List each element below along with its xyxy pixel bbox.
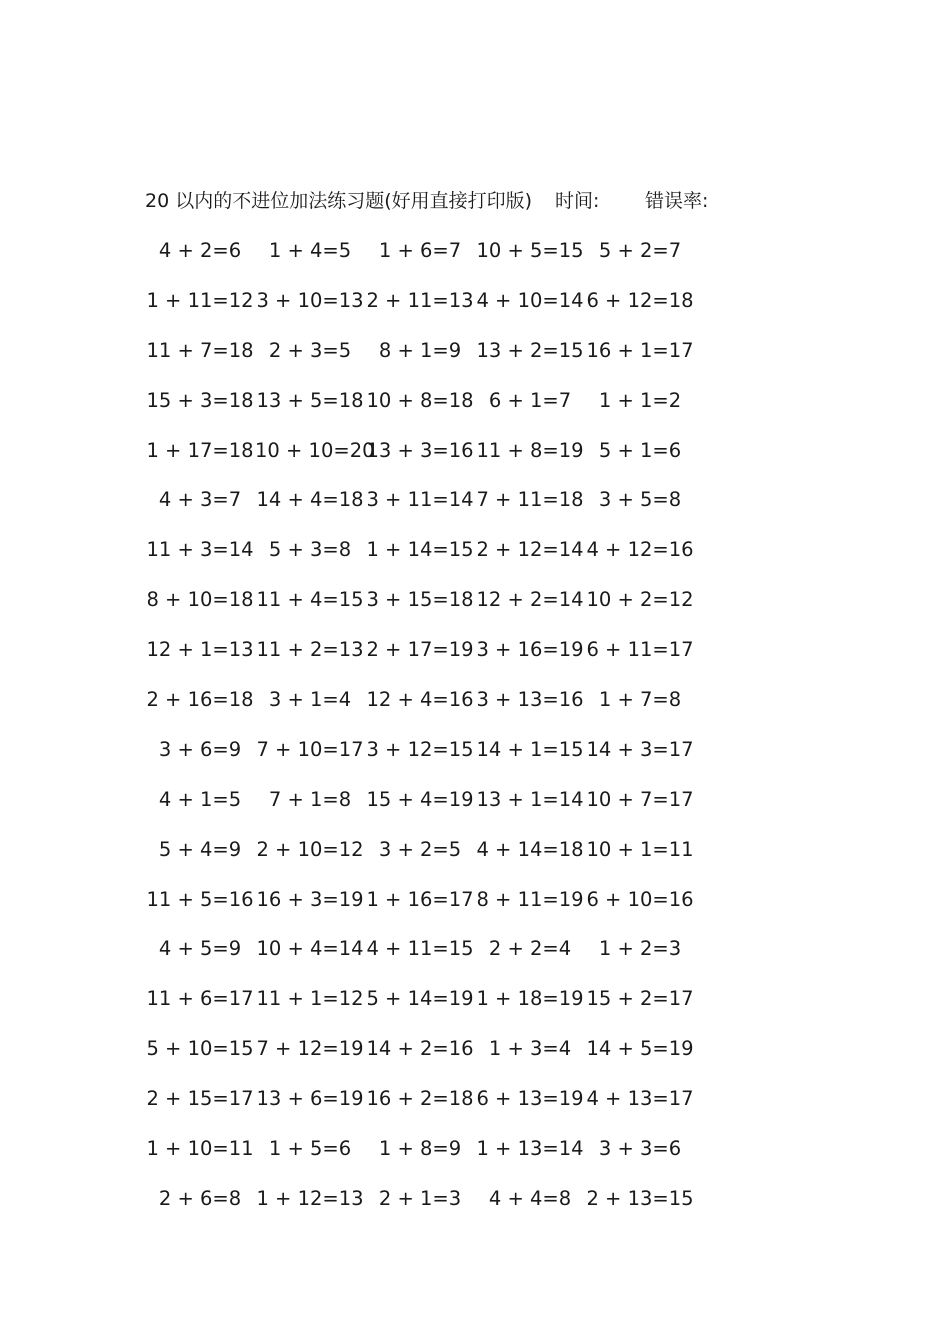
problem-cell: 14 + 5=19 [586, 1037, 694, 1061]
problem-cell: 2 + 2=4 [488, 937, 572, 961]
problem-cell: 7 + 1=8 [268, 787, 352, 811]
problem-cell: 6 + 13=19 [476, 1087, 584, 1111]
problem-cell: 13 + 6=19 [256, 1087, 364, 1111]
problem-cell: 6 + 10=16 [586, 887, 694, 911]
problem-row [145, 934, 705, 984]
problem-cell: 1 + 17=18 [146, 438, 254, 462]
problem-cell: 13 + 2=15 [476, 338, 584, 362]
problem-cell: 2 + 15=17 [146, 1087, 254, 1111]
problem-cell: 12 + 2=14 [476, 588, 584, 612]
problem-cell: 2 + 3=5 [268, 338, 352, 362]
problem-cell: 14 + 2=16 [366, 1037, 474, 1061]
problem-cell: 10 + 1=11 [586, 837, 694, 861]
problem-cell: 1 + 11=12 [146, 288, 254, 312]
problem-cell: 1 + 12=13 [256, 1186, 364, 1210]
problem-cell: 16 + 1=17 [586, 338, 694, 362]
problem-cell: 4 + 13=17 [586, 1087, 694, 1111]
problem-cell: 1 + 1=2 [598, 388, 682, 412]
problem-cell: 4 + 3=7 [158, 488, 242, 512]
problem-cell: 1 + 3=4 [488, 1037, 572, 1061]
problem-cell: 10 + 10=20 [255, 438, 375, 462]
problem-cell: 10 + 5=15 [476, 239, 584, 262]
problem-row [145, 785, 705, 835]
problem-cell: 1 + 13=14 [476, 1137, 584, 1161]
problem-cell: 1 + 7=8 [598, 688, 682, 712]
problem-cell: 4 + 12=16 [586, 538, 694, 562]
problem-cell: 4 + 14=18 [476, 837, 584, 861]
problem-cell: 11 + 5=16 [146, 887, 254, 911]
problem-cell: 1 + 14=15 [366, 538, 474, 562]
problem-cell: 1 + 8=9 [378, 1137, 462, 1161]
problem-cell: 3 + 1=4 [268, 688, 352, 712]
problem-cell: 16 + 3=19 [256, 887, 364, 911]
problem-cell: 1 + 5=6 [268, 1137, 352, 1161]
problem-cell: 15 + 3=18 [146, 388, 254, 412]
problem-cell: 2 + 11=13 [366, 288, 474, 312]
problem-row [145, 436, 705, 486]
problem-cell: 3 + 2=5 [378, 837, 462, 861]
problem-cell: 3 + 16=19 [476, 638, 584, 662]
problem-row [145, 735, 705, 785]
problem-cell: 3 + 15=18 [366, 588, 474, 612]
problem-cell: 11 + 3=14 [146, 538, 254, 562]
problem-row [145, 635, 705, 685]
problem-cell: 3 + 5=8 [598, 488, 682, 512]
problem-cell: 2 + 13=15 [586, 1186, 694, 1210]
problem-cell: 2 + 1=3 [378, 1186, 462, 1210]
problem-cell: 3 + 3=6 [598, 1137, 682, 1161]
problem-cell: 2 + 16=18 [146, 688, 254, 712]
problem-cell: 7 + 12=19 [256, 1037, 364, 1061]
problem-cell: 6 + 11=17 [586, 638, 694, 662]
problem-cell: 10 + 7=17 [586, 787, 694, 811]
problem-cell: 8 + 1=9 [378, 338, 462, 362]
problem-cell: 6 + 1=7 [488, 388, 572, 412]
problem-cell: 4 + 2=6 [158, 239, 242, 262]
problem-row [145, 685, 705, 735]
problem-cell: 14 + 3=17 [586, 737, 694, 761]
problem-cell: 1 + 2=3 [598, 937, 682, 961]
problem-cell: 5 + 1=6 [598, 438, 682, 462]
problem-cell: 4 + 11=15 [366, 937, 474, 961]
problem-cell: 7 + 10=17 [256, 737, 364, 761]
problem-cell: 2 + 6=8 [158, 1186, 242, 1210]
problem-cell: 4 + 5=9 [158, 937, 242, 961]
problem-row [145, 1134, 705, 1184]
problem-row [145, 585, 705, 635]
problem-row [145, 286, 705, 336]
worksheet-title: 20 以内的不进位加法练习题(好用直接打印版) [145, 190, 533, 212]
problem-row [145, 984, 705, 1034]
problem-cell: 14 + 1=15 [476, 737, 584, 761]
problem-cell: 4 + 10=14 [476, 288, 584, 312]
problem-cell: 11 + 7=18 [146, 338, 254, 362]
problem-row [145, 1034, 705, 1084]
problem-cell: 3 + 6=9 [158, 737, 242, 761]
problem-cell: 15 + 2=17 [586, 987, 694, 1011]
problem-row [145, 535, 705, 585]
problem-cell: 10 + 4=14 [256, 937, 364, 961]
problem-cell: 5 + 4=9 [158, 837, 242, 861]
problem-cell: 10 + 2=12 [586, 588, 694, 612]
problem-cell: 4 + 4=8 [488, 1186, 572, 1210]
problem-cell: 11 + 6=17 [146, 987, 254, 1011]
worksheet-header [145, 186, 805, 216]
problem-cell: 1 + 10=11 [146, 1137, 254, 1161]
problem-cell: 14 + 4=18 [256, 488, 364, 512]
problem-cell: 1 + 16=17 [366, 887, 474, 911]
problem-cell: 3 + 13=16 [476, 688, 584, 712]
problem-cell: 1 + 4=5 [268, 239, 352, 262]
problem-row [145, 835, 705, 885]
error-rate-label: 错误率: [645, 190, 709, 212]
problem-cell: 15 + 4=19 [366, 787, 474, 811]
problem-row [145, 485, 705, 535]
problem-cell: 10 + 8=18 [366, 388, 474, 412]
problem-cell: 7 + 11=18 [476, 488, 584, 512]
problem-cell: 16 + 2=18 [366, 1087, 474, 1111]
problem-cell: 5 + 10=15 [146, 1037, 254, 1061]
problem-cell: 11 + 2=13 [256, 638, 364, 662]
problem-cell: 2 + 10=12 [256, 837, 364, 861]
problem-cell: 5 + 2=7 [598, 239, 682, 262]
problem-cell: 11 + 4=15 [256, 588, 364, 612]
problem-cell: 11 + 1=12 [256, 987, 364, 1011]
problem-cell: 11 + 8=19 [476, 438, 584, 462]
problem-cell: 6 + 12=18 [586, 288, 694, 312]
problem-row [145, 885, 705, 935]
problem-cell: 5 + 14=19 [366, 987, 474, 1011]
problem-cell: 3 + 11=14 [366, 488, 474, 512]
problem-cell: 12 + 4=16 [366, 688, 474, 712]
time-label: 时间: [555, 190, 600, 212]
problem-cell: 13 + 3=16 [366, 438, 474, 462]
problem-cell: 12 + 1=13 [146, 638, 254, 662]
problem-cell: 13 + 5=18 [256, 388, 364, 412]
problem-cell: 1 + 6=7 [378, 239, 462, 262]
problem-row [145, 336, 705, 386]
problem-cell: 1 + 18=19 [476, 987, 584, 1011]
problem-cell: 3 + 10=13 [256, 288, 364, 312]
problem-cell: 4 + 1=5 [158, 787, 242, 811]
problem-row [145, 1184, 705, 1234]
problem-cell: 13 + 1=14 [476, 787, 584, 811]
problem-cell: 2 + 17=19 [366, 638, 474, 662]
problem-grid [145, 236, 705, 1234]
problem-row [145, 236, 705, 286]
problem-row [145, 386, 705, 436]
problem-cell: 2 + 12=14 [476, 538, 584, 562]
problem-row [145, 1084, 705, 1134]
problem-cell: 8 + 11=19 [476, 887, 584, 911]
problem-cell: 5 + 3=8 [268, 538, 352, 562]
problem-cell: 3 + 12=15 [366, 737, 474, 761]
problem-cell: 8 + 10=18 [146, 588, 254, 612]
